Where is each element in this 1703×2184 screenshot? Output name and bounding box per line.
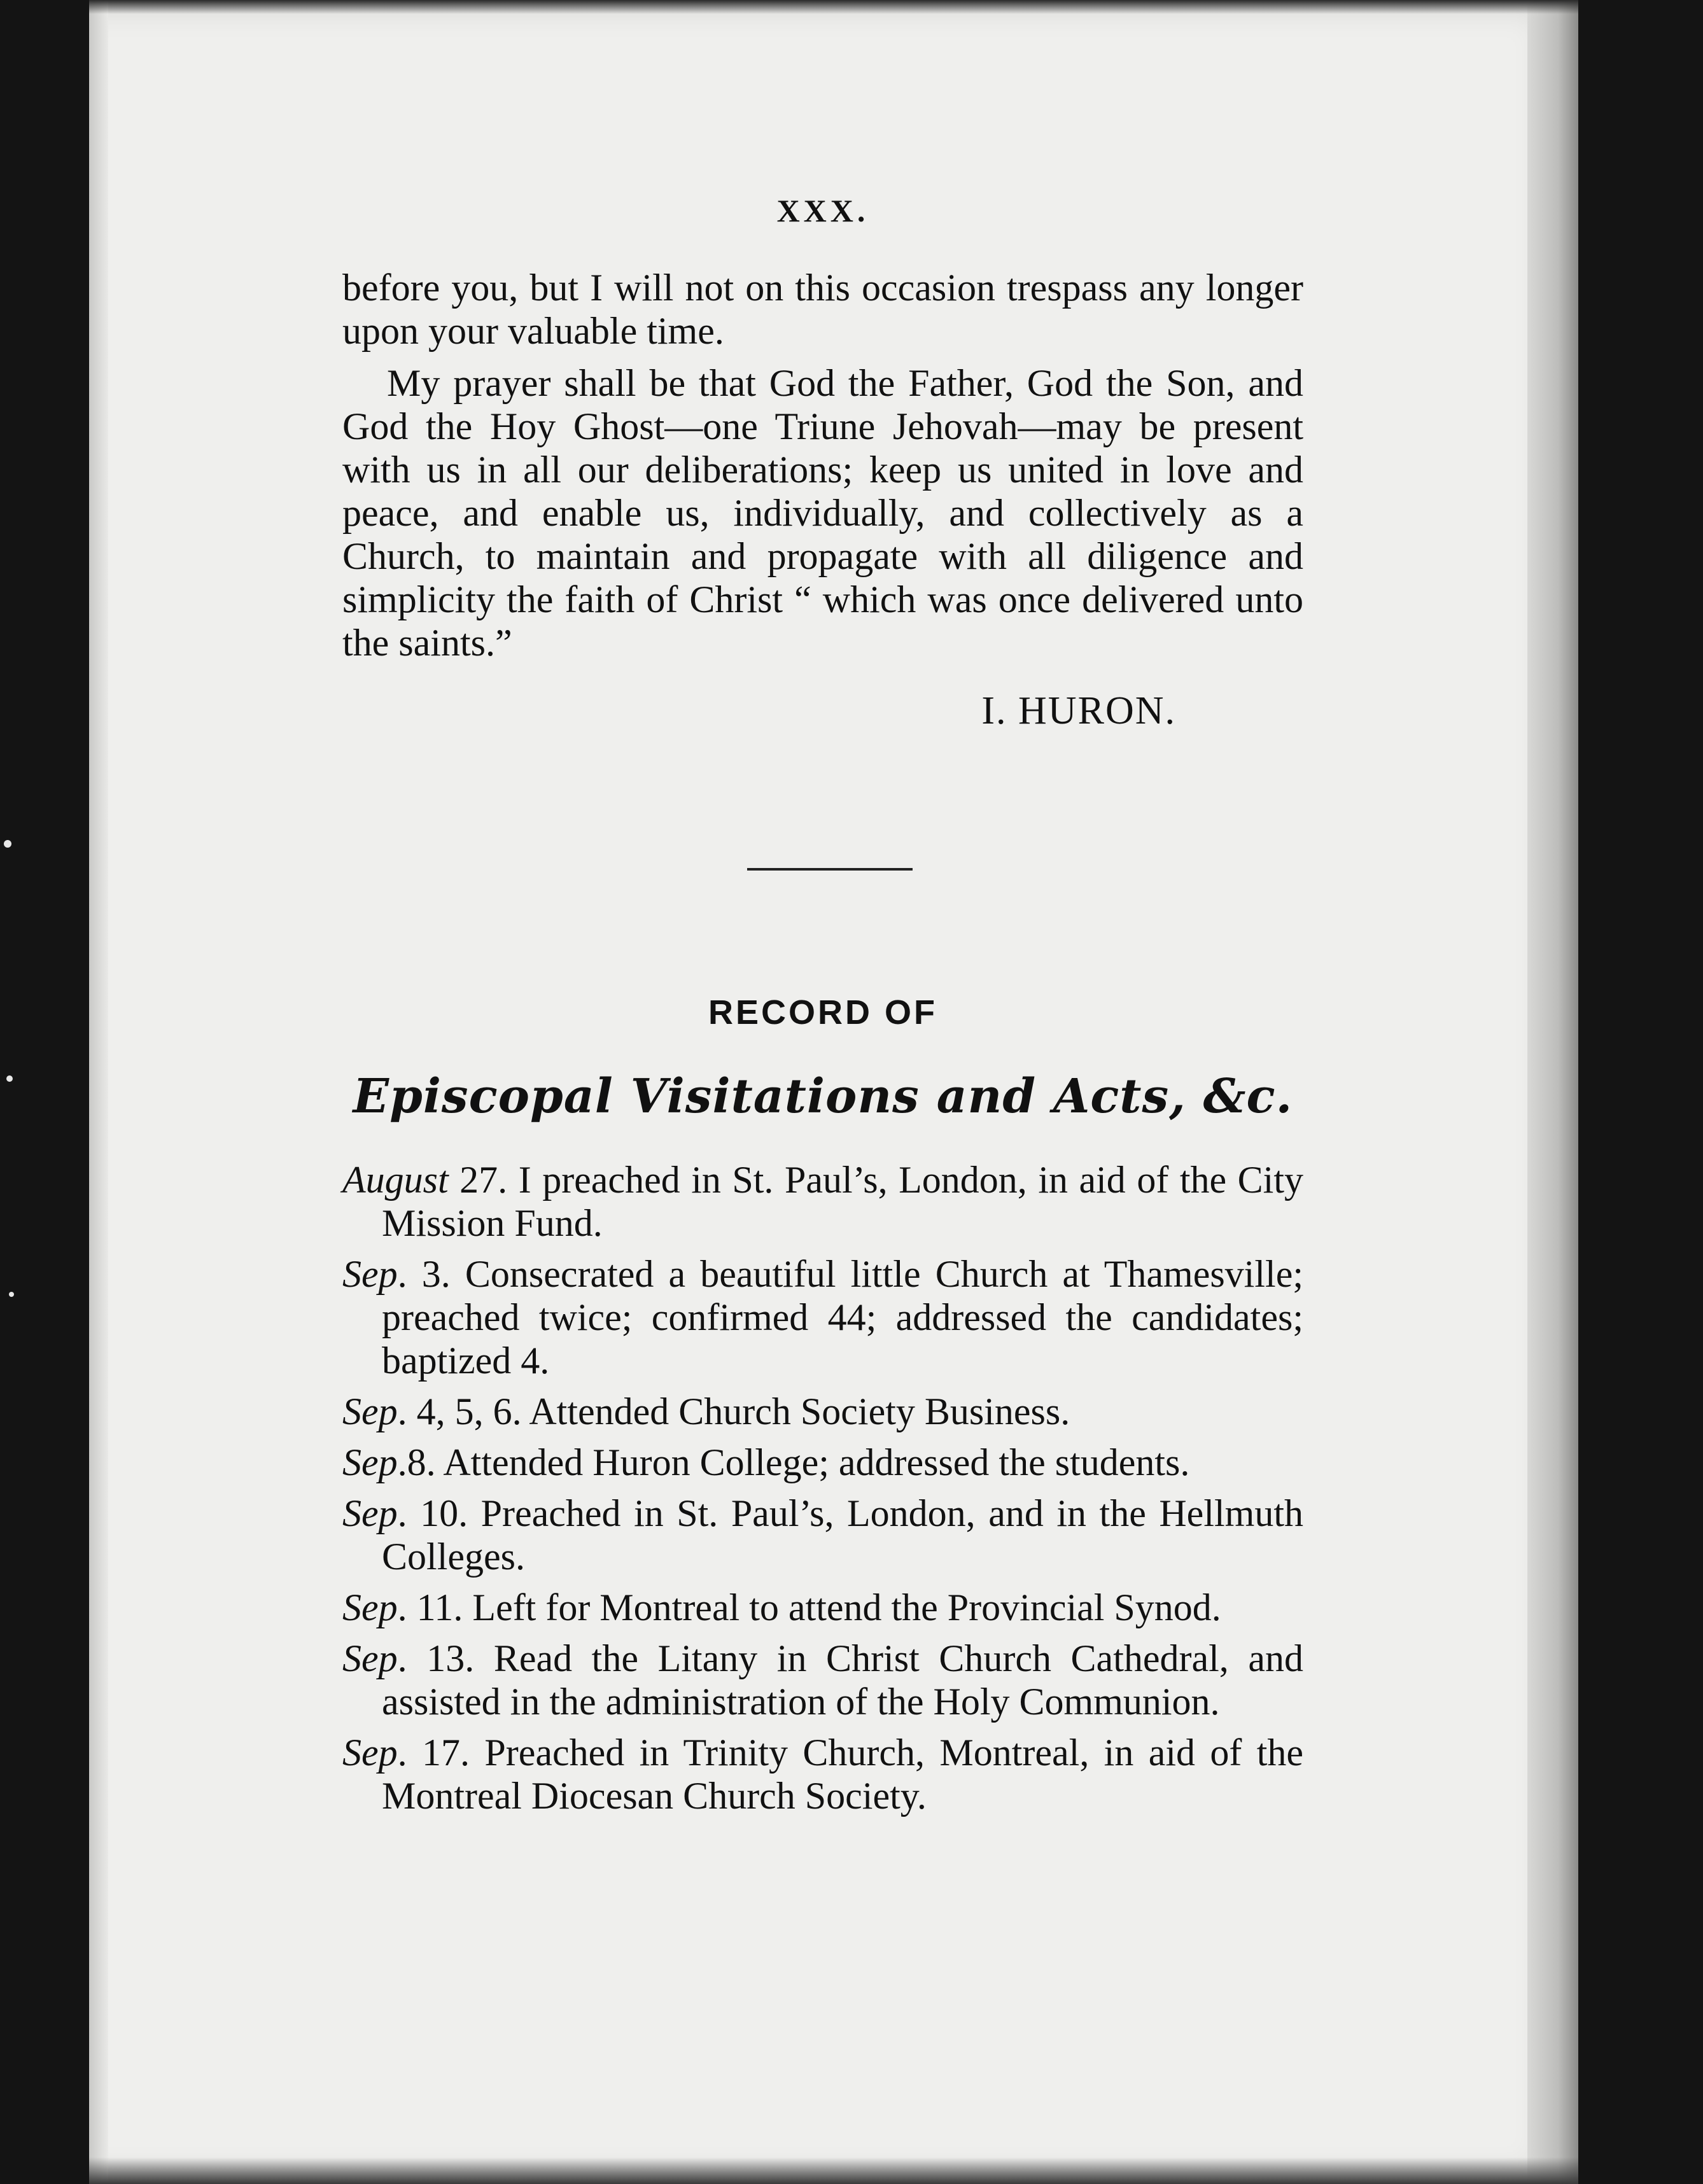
list-item [342,1492,1303,1578]
list-item [342,1731,1303,1817]
entry-text: . 17. Preached in Trinity Church, Montreal, in aid of the Montreal Diocesan Church Society. [382,1732,1303,1817]
list-item [342,1158,1303,1245]
signature-line: I. HURON. [981,689,1176,732]
list-item [342,1252,1303,1382]
paragraph-continuation: before you, but I will not on this occasion trespass any longer upon your valuable time. [342,267,1303,352]
entry-text: 27. I preached in St. Paul’s, London, in aid of the City Mission Fund. [382,1159,1303,1244]
entry-date: Sep [342,1586,398,1628]
scan-speck [4,840,11,848]
list-item [342,1586,1303,1629]
entry-text: . 11. Left for Montreal to attend the Provincial Synod. [397,1586,1221,1628]
entry-date: August [342,1159,449,1201]
entry-text: . 4, 5, 6. Attended Church Society Business. [397,1390,1070,1432]
scan-speck [9,1292,14,1297]
entry-date: Sep [342,1390,398,1432]
entry-date: Sep [342,1253,398,1295]
list-item [342,1637,1303,1723]
entry-date: Sep [342,1492,398,1534]
entry-text: . 3. Consecrated a beautiful little Church at Thamesville; preached twice; confirmed 44; addressed the candidates; baptized 4. [382,1253,1303,1382]
record-heading: RECORD OF [708,993,937,1032]
list-item [342,1390,1303,1433]
page-gutter [89,0,108,2184]
visitation-list [342,1158,1303,1825]
page-number: XXX. [776,193,869,228]
paragraph-prayer: My prayer shall be that God the Father, God the Son, and God the Hoy Ghost—one Triune Jehovah—may be present with us in all our deliberations; keep us united in love and peace, and enable us, individually, and collectively as a Church, to maintain and propagate with all diligence and simplicity the faith of Christ “ which was once delivered unto the saints.” [342,362,1303,664]
section-divider [747,868,913,871]
entry-text: .8. Attended Huron College; addressed the students. [397,1441,1190,1483]
entry-date: Sep [342,1637,398,1679]
top-shadow [89,0,1578,14]
bottom-shadow [89,2157,1578,2184]
list-item [342,1441,1303,1484]
record-subheading: Episcopal Visitations and Acts, &c. [353,1069,1293,1124]
entry-date: Sep [342,1441,398,1483]
entry-text: . 13. Read the Litany in Christ Church Cathedral, and assisted in the administration of the Holy Communion. [382,1637,1303,1723]
scan-speck [6,1075,13,1082]
entry-text: . 10. Preached in St. Paul’s, London, and in the Hellmuth Colleges. [382,1492,1303,1578]
page-edge [1527,0,1578,2184]
entry-date: Sep [342,1732,398,1774]
